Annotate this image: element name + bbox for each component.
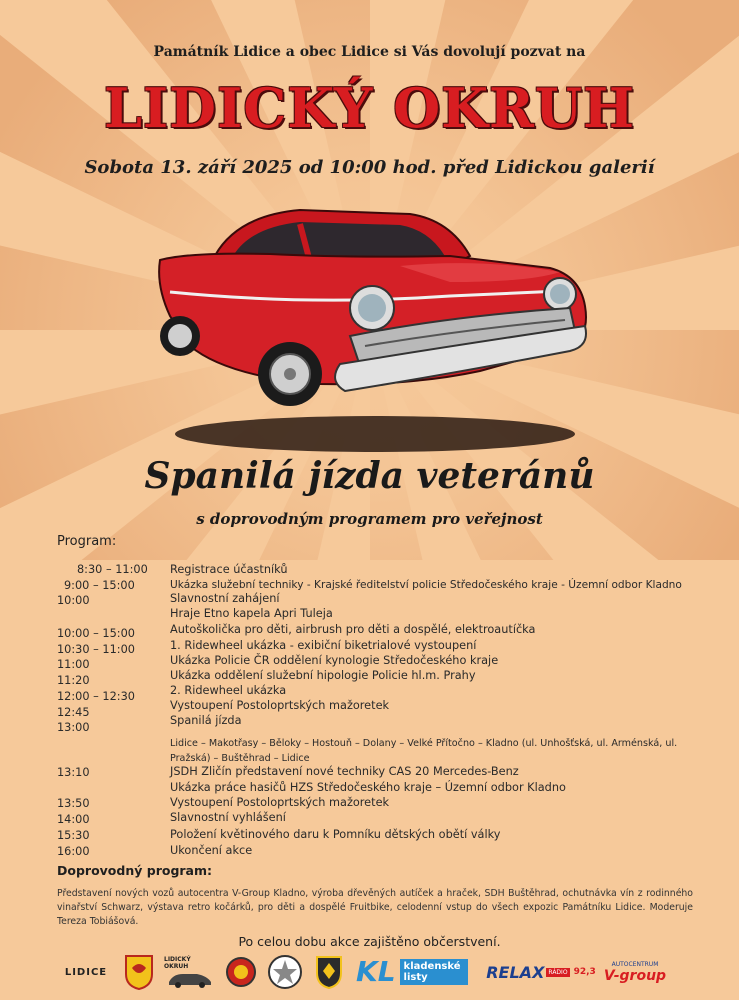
sdh-shield-icon — [312, 952, 346, 992]
event-date: Sobota 13. září 2025 od 10:00 hod. před Lidickou galerií — [84, 157, 655, 178]
headline: Spanilá jízda veteránů — [144, 455, 595, 497]
accompanying-heading: Doprovodný program: — [57, 863, 213, 878]
route-description: Lidice – Makotřasy – Běloky – Hostouň – Dolany – Velké Přítočno – Kladno (ul. Unhošťská, ul. Arménská, ul. Pražská) – Buštěhrad – Lidice — [170, 738, 678, 764]
program-time: 13:10 — [57, 766, 90, 779]
lidicky-okruh-badge: LIDICKÝ OKRUH — [164, 952, 216, 992]
accompanying-text: Představení nových vozů autocentra V-Group Kladno, výroba dřevěných autíček a hraček, SDH Buštěhrad, ochutnávka vín z rodinného vinařství Schwarz, výstava retro kočárků, pro děti a dospělé Fruitbike, celodenní vstup do všech expozic Památníku Lidice. Moderuje Tereza Tobiášová. — [57, 888, 693, 927]
program-description: 2. Ridewheel ukázka — [170, 684, 287, 697]
lidice-coat-of-arms-icon — [122, 952, 156, 992]
classic-car-illustration — [150, 196, 600, 456]
program-description: Vystoupení Postoloprtských mažoretek — [170, 796, 390, 809]
program-time: 10:30 – 11:00 — [57, 643, 135, 656]
program-time: 10:00 — [57, 594, 90, 607]
program-time: 9:00 – 15:00 — [64, 579, 135, 592]
police-emblem-icon — [266, 952, 304, 992]
relax-radio-logo: RELAX RÁDIO 92,3 — [486, 962, 596, 982]
program-description: Spanilá jízda — [170, 714, 242, 727]
kladenske-listy-logo: KL kladenské listy — [356, 952, 486, 992]
program-time: 11:20 — [57, 674, 90, 687]
program-description: JSDH Zličín představení nové techniky CAS 20 Mercedes-Benz — [170, 765, 519, 778]
program-description: Vystoupení Postoloprtských mažoretek — [170, 699, 390, 712]
program-description: Autoškolička pro děti, airbrush pro děti a dospělé, elektroautíčka — [170, 623, 536, 636]
program-description: Ukázka služební techniky - Krajské ředitelství policie Středočeského kraje - Územní odbor Kladno — [170, 579, 682, 591]
partner-logos — [60, 952, 680, 992]
program-time: 12:45 — [57, 706, 90, 719]
program-time: 10:00 – 15:00 — [57, 627, 135, 640]
program-time: 15:30 — [57, 829, 90, 842]
program-description: Položení květinového daru k Pomníku dětských obětí války — [170, 828, 501, 841]
subheadline: s doprovodným programem pro veřejnost — [196, 510, 543, 528]
invitation-line: Památník Lidice a obec Lidice si Vás dovolují pozvat na — [153, 44, 586, 60]
program-description: 1. Ridewheel ukázka - exibiční biketrialové vystoupení — [170, 639, 477, 652]
program-time: 8:30 – 11:00 — [77, 563, 148, 576]
program-time: 16:00 — [57, 845, 90, 858]
program-description: Slavnostní vyhlášení — [170, 811, 286, 824]
program-heading: Program: — [57, 534, 117, 549]
event-title: LIDICKÝ OKRUH — [103, 76, 636, 140]
program-time: 12:00 – 12:30 — [57, 690, 135, 703]
program-description: Ukončení akce — [170, 844, 253, 857]
v-group-logo: AUTOCENTRUM V-group — [603, 960, 667, 984]
lidice-logo: LIDICE — [64, 966, 108, 978]
program-description: Ukázka oddělení služební hipologie Policie hl.m. Prahy — [170, 669, 476, 682]
program-description: Slavnostní zahájení — [170, 592, 280, 605]
program-description: Ukázka Policie ČR oddělení kynologie Středočeského kraje — [170, 654, 499, 667]
program-time: 14:00 — [57, 813, 90, 826]
fire-brigade-emblem-icon — [224, 952, 258, 992]
program-time: 11:00 — [57, 658, 90, 671]
refreshments-note: Po celou dobu akce zajištěno občerstvení. — [238, 934, 501, 949]
program-description: Registrace účastníků — [170, 563, 288, 576]
program-time: 13:50 — [57, 797, 90, 810]
program-description: Ukázka práce hasičů HZS Středočeského kraje – Územní odbor Kladno — [170, 781, 566, 794]
program-description: Hraje Etno kapela Apri Tuleja — [170, 607, 333, 620]
program-time: 13:00 — [57, 721, 90, 734]
